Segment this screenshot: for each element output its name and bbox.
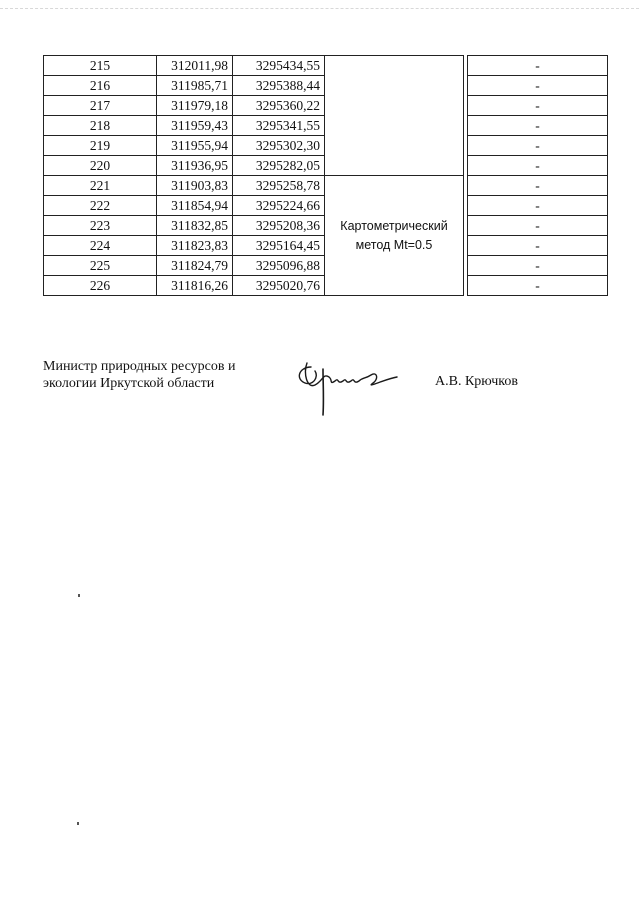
method-cell-empty bbox=[325, 56, 464, 176]
y-coordinate: 3295020,76 bbox=[233, 276, 325, 296]
dash-cell: - bbox=[468, 176, 608, 196]
y-coordinate: 3295258,78 bbox=[233, 176, 325, 196]
y-coordinate: 3295341,55 bbox=[233, 116, 325, 136]
point-number: 216 bbox=[44, 76, 157, 96]
dash-cell: - bbox=[468, 196, 608, 216]
point-number: 222 bbox=[44, 196, 157, 216]
point-number: 221 bbox=[44, 176, 157, 196]
x-coordinate: 312011,98 bbox=[157, 56, 233, 76]
signatory-title bbox=[43, 358, 235, 392]
x-coordinate: 311816,26 bbox=[157, 276, 233, 296]
point-number: 220 bbox=[44, 156, 157, 176]
x-coordinate: 311979,18 bbox=[157, 96, 233, 116]
dash-cell: - bbox=[468, 56, 608, 76]
handwritten-signature-icon bbox=[293, 355, 403, 417]
dash-cell: - bbox=[468, 96, 608, 116]
table-row bbox=[44, 176, 608, 196]
dash-cell: - bbox=[468, 236, 608, 256]
coordinates-table bbox=[43, 55, 608, 296]
x-coordinate: 311854,94 bbox=[157, 196, 233, 216]
dash-cell: - bbox=[468, 156, 608, 176]
x-coordinate: 311955,94 bbox=[157, 136, 233, 156]
x-coordinate: 311832,85 bbox=[157, 216, 233, 236]
signatory-title-line2: экологии Иркутской области bbox=[43, 376, 215, 391]
point-number: 225 bbox=[44, 256, 157, 276]
point-number: 217 bbox=[44, 96, 157, 116]
point-number: 224 bbox=[44, 236, 157, 256]
y-coordinate: 3295282,05 bbox=[233, 156, 325, 176]
scan-speck bbox=[77, 822, 79, 825]
table-row bbox=[44, 56, 608, 76]
y-coordinate: 3295434,55 bbox=[233, 56, 325, 76]
x-coordinate: 311936,95 bbox=[157, 156, 233, 176]
x-coordinate: 311959,43 bbox=[157, 116, 233, 136]
dash-cell: - bbox=[468, 76, 608, 96]
y-coordinate: 3295096,88 bbox=[233, 256, 325, 276]
method-name: Картометрический bbox=[340, 218, 448, 233]
dash-cell: - bbox=[468, 116, 608, 136]
y-coordinate: 3295224,66 bbox=[233, 196, 325, 216]
y-coordinate: 3295164,45 bbox=[233, 236, 325, 256]
dash-cell: - bbox=[468, 256, 608, 276]
signatory-title-line1: Министр природных ресурсов и bbox=[43, 359, 236, 374]
signer-name: А.В. Крючков bbox=[435, 374, 518, 389]
point-number: 223 bbox=[44, 216, 157, 236]
dash-cell: - bbox=[468, 136, 608, 156]
dash-cell: - bbox=[468, 276, 608, 296]
point-number: 215 bbox=[44, 56, 157, 76]
y-coordinate: 3295360,22 bbox=[233, 96, 325, 116]
method-accuracy: метод Mt=0.5 bbox=[355, 237, 433, 252]
point-number: 226 bbox=[44, 276, 157, 296]
x-coordinate: 311824,79 bbox=[157, 256, 233, 276]
method-cell bbox=[325, 176, 464, 296]
scan-edge bbox=[0, 8, 639, 11]
y-coordinate: 3295388,44 bbox=[233, 76, 325, 96]
x-coordinate: 311823,83 bbox=[157, 236, 233, 256]
y-coordinate: 3295208,36 bbox=[233, 216, 325, 236]
x-coordinate: 311985,71 bbox=[157, 76, 233, 96]
y-coordinate: 3295302,30 bbox=[233, 136, 325, 156]
point-number: 219 bbox=[44, 136, 157, 156]
point-number: 218 bbox=[44, 116, 157, 136]
scan-speck bbox=[78, 594, 80, 597]
dash-cell: - bbox=[468, 216, 608, 236]
x-coordinate: 311903,83 bbox=[157, 176, 233, 196]
